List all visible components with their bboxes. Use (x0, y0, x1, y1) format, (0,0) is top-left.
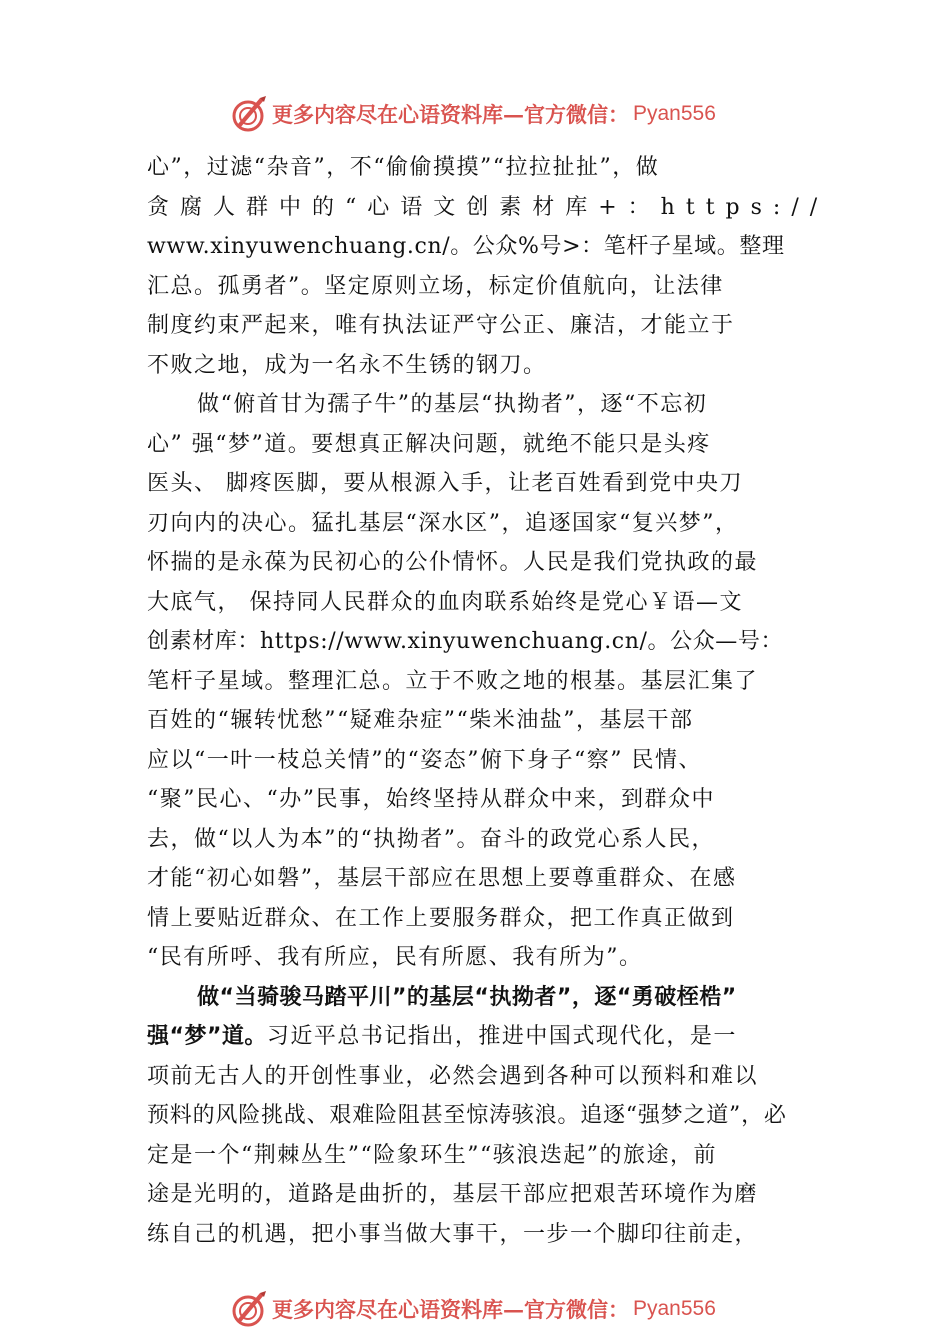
text-line: www.xinyuwenchuang.cn/。公众%号>：笔杆子星域。整理 (147, 234, 785, 259)
text-line: 怀揣的是永葆为民初心的公仆情怀。人民是我们党执政的最 (147, 550, 759, 575)
banner-contact: Pyan556 (633, 102, 716, 125)
text-line: 百姓的“辗转忧愁”“疑难杂症”“柴米油盐”，基层干部 (147, 708, 694, 733)
text-line: 项前无古人的开创性事业，必然会遇到各种可以预料和难以 (147, 1063, 759, 1089)
quill-seal-logo-icon (230, 94, 270, 134)
text-line: 制度约束严起来，唯有执法证严守公正、廉洁，才能立于 (147, 313, 735, 338)
banner-text: 更多内容尽在心语资料库—官方微信： (272, 102, 629, 127)
paragraph-start-line (147, 978, 812, 1018)
article-body (147, 148, 829, 1254)
text-line: 定是一个“荆棘丛生”“险象环生”“骇浪迭起”的旅途，前 (147, 1142, 717, 1168)
footer-banner (230, 1289, 730, 1329)
text-line: 笔杆子星域。整理汇总。立于不败之地的根基。基层汇集了 (147, 668, 759, 694)
bold-heading-text: 强“梦”道。 (147, 1024, 267, 1049)
text-line: 创素材库：https://www.xinyuwenchuang.cn/。公众—号： (147, 629, 784, 654)
text-line: 心”，过滤“杂音”，不“偷偷摸摸”“拉拉扯扯”，做 (147, 155, 660, 180)
bold-heading-text: 做“当骑骏马踏平川”的基层“执拗者”，逐“勇破桎梏” (197, 984, 737, 1010)
text-line: 预料的风险挑战、艰难险阻甚至惊涛骇浪。追逐“强梦之道”，必 (147, 1103, 787, 1128)
banner-text: 更多内容尽在心语资料库—官方微信： (272, 1297, 629, 1322)
quill-seal-logo-icon (230, 1289, 270, 1329)
text-line: 贪腐人群中的“心语文创素材库+：https:// (147, 194, 829, 220)
paragraph-start-line: 做“俯首甘为孺子牛”的基层“执拗者”，逐“不忘初 (197, 392, 708, 417)
text-line: 医头、 脚疼医脚，要从根源入手，让老百姓看到党中央刀 (147, 471, 743, 496)
text-line: “聚”民心、“办”民事，始终坚持从群众中来，到群众中 (147, 787, 715, 812)
text-line: “民有所呼、我有所应，民有所愿、我有所为”。 (147, 945, 643, 970)
text-line: 汇总。孤勇者”。坚定原则立场，标定价值航向，让法律 (147, 273, 724, 299)
text-line: 练自己的机遇，把小事当做大事干，一步一个脚印往前走， (147, 1221, 759, 1247)
text-line: 不败之地，成为一名永不生锈的钢刀。 (147, 352, 547, 378)
text-line: 才能“初心如磐”，基层干部应在思想上要尊重群众、在感 (147, 866, 737, 891)
header-banner (230, 94, 730, 134)
text-line: 刃向内的决心。猛扎基层“深水区”，追逐国家“复兴梦”， (147, 510, 739, 536)
text-line: 情上要贴近群众、在工作上要服务群众，把工作真正做到 (147, 905, 735, 931)
banner-contact: Pyan556 (633, 1297, 716, 1320)
text-line: 心” 强“梦”道。要想真正解决问题，就绝不能只是头疼 (147, 431, 711, 457)
text-line: 应以“一叶一枝总关情”的“姿态”俯下身子“察” 民情、 (147, 747, 702, 773)
text-run: 习近平总书记指出，推进中国式现代化，是一 (266, 1024, 737, 1049)
text-line: 去，做“以人为本”的“执拗者”。奋斗的政党心系人民， (147, 826, 715, 852)
text-line: 大底气， 保持同人民群众的血肉联系始终是党心￥语—文 (147, 589, 743, 615)
text-line (147, 1017, 812, 1057)
text-line: 途是光明的，道路是曲折的，基层干部应把艰苦环境作为磨 (147, 1182, 759, 1207)
